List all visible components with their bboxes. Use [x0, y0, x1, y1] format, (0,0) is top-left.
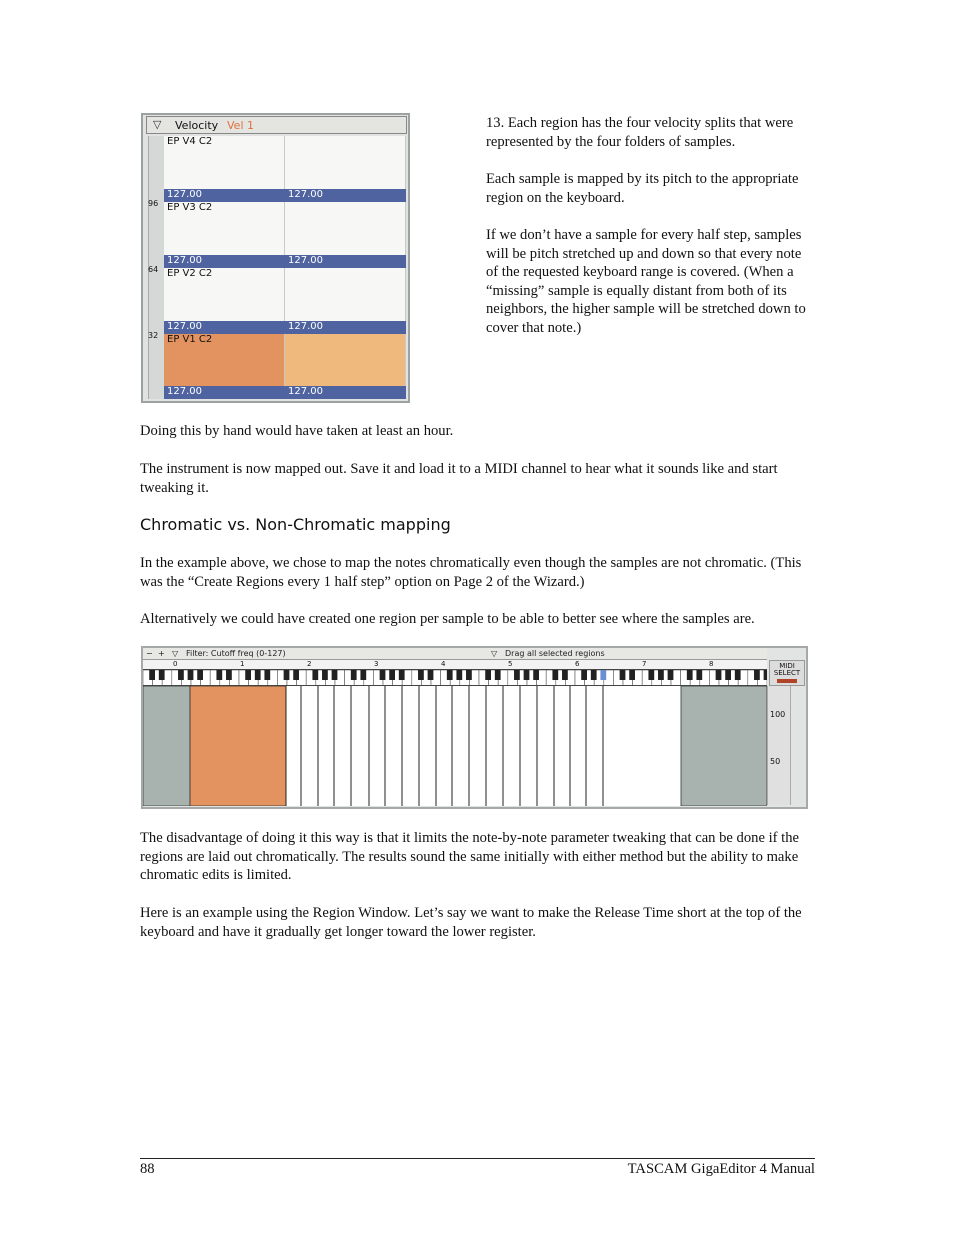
drag-mode-dropdown[interactable]: Drag all selected regions: [505, 649, 605, 658]
velocity-header[interactable]: [146, 116, 407, 134]
velocity-value: 127.00: [288, 321, 323, 332]
black-key: [668, 670, 674, 680]
octave-label: 8: [709, 660, 714, 668]
region-name: EP V3 C2: [167, 202, 213, 213]
black-key: [716, 670, 722, 680]
octave-label: 7: [642, 660, 647, 668]
velocity-bar[interactable]: [164, 386, 406, 399]
paragraph-chromatic-example: In the example above, we chose to map the notes chromatically even though the samples are not chromatic. (This was the “Create Regions every 1 half step” option on Page 2 of the Wizard.): [140, 555, 802, 590]
black-key: [764, 670, 767, 680]
keyboard-panel: [141, 646, 808, 809]
velocity-value: 127.00: [167, 321, 202, 332]
scale-label: 50: [770, 757, 781, 766]
black-key: [178, 670, 184, 680]
paragraph-pitch-stretch: If we don’t have a sample for every half step, samples will be pitch stretched up and down so that every note of the requested keyboard range is covered. (When a “missing” sample is equally distant from both of its neighbors, the higher sample will be stretched down to cover that note.): [486, 227, 806, 336]
black-key: [264, 670, 270, 680]
black-key: [524, 670, 530, 680]
footer-rule: [140, 1158, 815, 1159]
black-key: [245, 670, 251, 680]
unmapped-range: [143, 686, 190, 806]
velocity-bar[interactable]: [164, 321, 406, 334]
octave-label: 6: [575, 660, 580, 668]
velocity-tick: 32: [148, 331, 159, 340]
scale-label: 100: [770, 710, 786, 719]
velocity-value: 127.00: [167, 189, 202, 200]
black-key: [149, 670, 155, 680]
octave-label: 3: [374, 660, 379, 668]
velocity-scale: [767, 686, 791, 805]
velocity-region-selected[interactable]: [285, 334, 406, 386]
black-key: [648, 670, 654, 680]
triangle-down-icon[interactable]: ▽: [153, 118, 162, 131]
black-key: [725, 670, 731, 680]
velocity-value: 127.00: [288, 386, 323, 397]
black-key: [418, 670, 424, 680]
black-key: [159, 670, 165, 680]
octave-label: 5: [508, 660, 513, 668]
velocity-tick: 96: [148, 199, 159, 208]
paragraph-by-hand: Doing this by hand would have taken at least an hour.: [140, 423, 454, 439]
filter-dropdown[interactable]: Filter: Cutoff freq (0-127): [186, 649, 286, 658]
octave-label: 4: [441, 660, 446, 668]
velocity-bar[interactable]: [164, 189, 406, 202]
keyboard-toolbar: [143, 648, 767, 660]
black-key: [226, 670, 232, 680]
black-key: [514, 670, 520, 680]
black-key: [552, 670, 558, 680]
velocity-region[interactable]: [285, 202, 406, 255]
black-key: [466, 670, 472, 680]
black-key: [380, 670, 386, 680]
paragraph-velocity-splits: 13. Each region has the four velocity splits that were represented by the four folders of samples.: [486, 115, 794, 150]
velocity-header-label: Velocity: [175, 119, 219, 132]
black-key: [447, 670, 453, 680]
octave-label: 1: [240, 660, 245, 668]
black-key: [687, 670, 693, 680]
paragraph-disadvantage: The disadvantage of doing it this way is that it limits the note-by-note parameter tweaking that can be done if the regions are laid out chromatically. The results sound the same initially with either method but the ability to make chromatic edits is limited.: [140, 830, 799, 884]
velocity-region[interactable]: [285, 136, 406, 189]
velocity-value: 127.00: [288, 189, 323, 200]
black-key: [188, 670, 194, 680]
black-key: [696, 670, 702, 680]
black-key: [485, 670, 491, 680]
section-heading: Chromatic vs. Non-Chromatic mapping: [140, 515, 451, 534]
midi-select-button[interactable]: MIDI SELECT: [769, 660, 805, 686]
black-key: [284, 670, 290, 680]
velocity-bar[interactable]: [164, 255, 406, 268]
paragraph-region-window: Here is an example using the Region Window. Let’s say we want to make the Release Time short at the top of the keyboard and have it gradually get longer toward the lower register.: [140, 905, 802, 940]
black-key: [312, 670, 318, 680]
minus-button[interactable]: −: [146, 649, 153, 658]
region-name: EP V4 C2: [167, 136, 213, 147]
black-key: [322, 670, 328, 680]
black-key: [591, 670, 597, 680]
paragraph-alternative: Alternatively we could have created one region per sample to be able to better see where the samples are.: [140, 611, 755, 627]
page-number: 88: [140, 1161, 155, 1177]
velocity-panel: [141, 113, 410, 403]
plus-button[interactable]: +: [158, 649, 165, 658]
black-key: [360, 670, 366, 680]
black-key: [197, 670, 203, 680]
black-key: [293, 670, 299, 680]
black-key: [351, 670, 357, 680]
black-key: [399, 670, 405, 680]
triangle-down-icon[interactable]: ▽: [172, 649, 179, 658]
paragraph-mapped-out: The instrument is now mapped out. Save it and load it to a MIDI channel to hear what it sounds like and start tweaking it.: [140, 461, 778, 496]
region-name: EP V2 C2: [167, 268, 213, 279]
black-key: [495, 670, 501, 680]
velocity-header-value: Vel 1: [227, 119, 254, 132]
octave-label: 2: [307, 660, 312, 668]
octave-ruler: [143, 660, 767, 669]
black-key: [658, 670, 664, 680]
velocity-tick: 64: [148, 265, 159, 274]
black-key: [754, 670, 760, 680]
paragraph-pitch-mapping: Each sample is mapped by its pitch to the appropriate region on the keyboard.: [486, 171, 799, 206]
region-map[interactable]: [143, 686, 767, 806]
triangle-down-icon[interactable]: ▽: [491, 649, 498, 658]
velocity-scale: [145, 136, 164, 399]
black-key: [562, 670, 568, 680]
region-name: EP V1 C2: [167, 334, 213, 345]
unmapped-range: [681, 686, 767, 806]
black-key: [456, 670, 462, 680]
velocity-region[interactable]: [285, 268, 406, 321]
black-key: [620, 670, 626, 680]
black-key: [428, 670, 434, 680]
black-key: [533, 670, 539, 680]
manual-title: TASCAM GigaEditor 4 Manual: [627, 1161, 815, 1177]
octave-label: 0: [173, 660, 178, 668]
black-key: [332, 670, 338, 680]
velocity-value: 127.00: [167, 386, 202, 397]
black-key: [255, 670, 261, 680]
piano-keyboard[interactable]: [143, 669, 767, 686]
midi-led-icon: [777, 679, 797, 683]
black-key: [581, 670, 587, 680]
black-key: [389, 670, 395, 680]
black-key: [735, 670, 741, 680]
velocity-grid: [164, 136, 406, 399]
black-key: [600, 670, 606, 680]
velocity-value: 127.00: [167, 255, 202, 266]
black-key: [216, 670, 222, 680]
selected-region: [190, 686, 286, 806]
velocity-value: 127.00: [288, 255, 323, 266]
black-key: [629, 670, 635, 680]
